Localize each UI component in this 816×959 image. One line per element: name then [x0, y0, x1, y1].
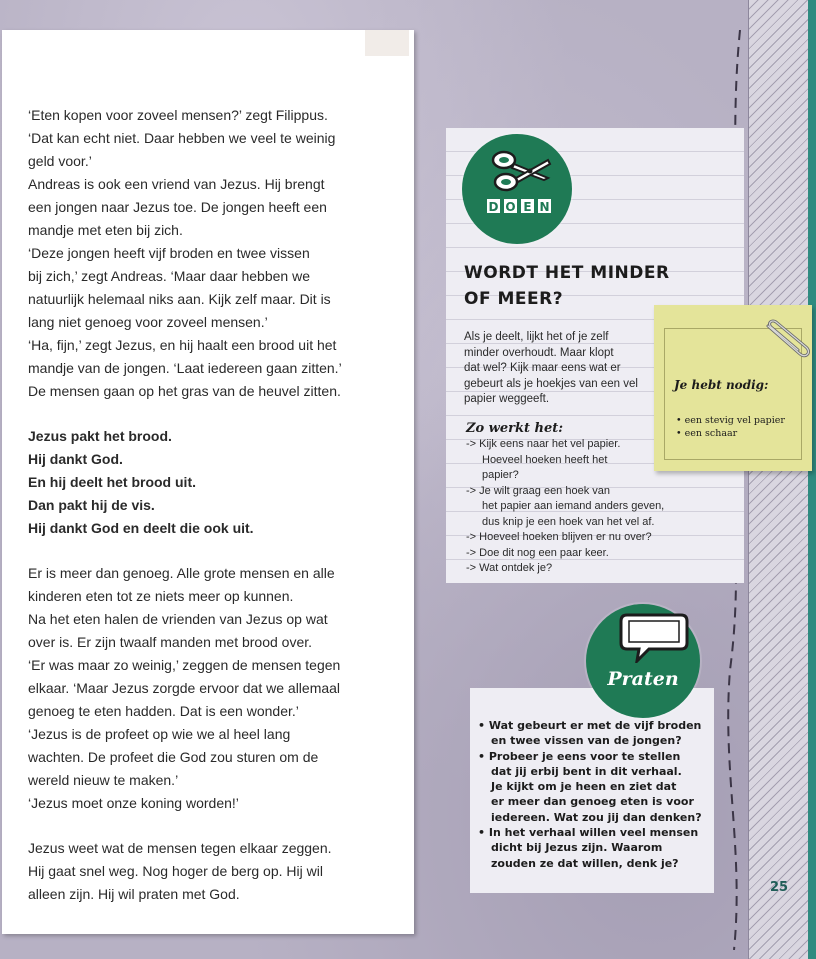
doen-step: -> Wat ontdek je?	[466, 562, 553, 574]
materials-list	[676, 414, 785, 440]
story-line: natuurlijk helemaal niks aan. Kijk zelf maar. Dit is	[28, 291, 331, 307]
story-line: elkaar. ‘Maar Jezus zorgde ervoor dat we allemaal	[28, 680, 341, 696]
story-line: ‘Eten kopen voor zoveel mensen?’ zegt Filippus.	[28, 107, 328, 123]
praten-question-continued: en twee vissen van de jongen?	[491, 734, 682, 748]
materials-title: Je hebt nodig:	[674, 378, 769, 392]
praten-question: • Wat gebeurt er met de vijf broden	[478, 719, 702, 732]
praten-question-continued: Je kijkt om je heen en ziet dat	[491, 780, 677, 794]
praten-question: • In het verhaal willen veel mensen	[478, 826, 699, 840]
story-line: ‘Jezus moet onze koning worden!’	[28, 795, 239, 811]
materials-item: • een schaar	[676, 428, 738, 439]
page-number: 25	[770, 880, 789, 895]
doen-step: -> Kijk eens naar het vel papier.	[466, 438, 621, 450]
doen-letter: N	[537, 198, 552, 214]
story-paragraph-1	[28, 104, 398, 403]
story-paragraph-4	[28, 837, 398, 906]
story-line: Jezus pakt het brood.	[28, 428, 172, 444]
story-line: een jongen naar Jezus toe. De jongen heeft een	[28, 199, 327, 215]
praten-question-continued: dicht bij Jezus zijn. Waarom	[491, 841, 663, 855]
doen-title-line: OF MEER?	[464, 289, 564, 309]
story-line: mandje met eten bij zich.	[28, 222, 183, 238]
doen-intro-text	[464, 330, 664, 408]
story-line: Hij dankt God.	[28, 451, 123, 467]
praten-badge-label: Praten	[607, 668, 679, 690]
teal-page-edge	[808, 0, 816, 959]
story-line: genoeg te eten hadden. Dat is een wonder.’	[28, 703, 299, 719]
paperclip-icon	[762, 318, 812, 362]
story-line: ‘Er was maar zo weinig,’ zeggen de mensen tegen	[28, 657, 341, 673]
story-line: lang niet genoeg voor zoveel mensen.’	[28, 314, 268, 330]
story-line: wachten. De profeet die God zou sturen om de	[28, 749, 319, 765]
praten-question-continued: er meer dan genoeg eten is voor	[491, 795, 694, 809]
story-line: alleen zijn. Hij wil praten met God.	[28, 886, 240, 902]
doen-step-continued: dus knip je een hoek van het vel af.	[482, 515, 655, 528]
materials-item: • een stevig vel papier	[676, 415, 785, 426]
doen-title-line: WORDT HET MINDER	[464, 263, 670, 283]
story-paragraph-2	[28, 425, 398, 540]
story-line: geld voor.’	[28, 153, 92, 169]
story-line: ‘Jezus is de profeet op wie we al heel lang	[28, 726, 291, 742]
story-line: Er is meer dan genoeg. Alle grote mensen en alle	[28, 565, 335, 581]
praten-question-continued: iedereen. Wat zou jij dan denken?	[491, 810, 702, 824]
doen-intro-line: minder overhoudt. Maar klopt	[464, 346, 614, 359]
decorative-striped-spine	[748, 0, 816, 959]
story-paragraph-3	[28, 562, 398, 815]
story-line: Andreas is ook een vriend van Jezus. Hij brengt	[28, 176, 325, 192]
doen-letter: E	[520, 198, 535, 214]
scissors-icon	[490, 146, 552, 194]
doen-intro-line: gebeurt als je hoekjes van een vel	[464, 377, 638, 390]
praten-question: • Probeer je eens voor te stellen	[478, 749, 681, 763]
story-line: En hij deelt het brood uit.	[28, 474, 196, 490]
story-line: over is. Er zijn twaalf manden met brood over.	[28, 634, 313, 650]
doen-step-continued: het papier aan iemand anders geven,	[482, 500, 665, 512]
praten-questions	[478, 718, 708, 871]
story-line: Jezus weet wat de mensen tegen elkaar zeggen.	[28, 840, 332, 856]
doen-badge-label	[486, 198, 552, 214]
story-line: De mensen gaan op het gras van de heuvel zitten.	[28, 383, 341, 399]
doen-letter: O	[503, 198, 518, 214]
story-line: Na het eten halen de vrienden van Jezus op wat	[28, 611, 328, 627]
doen-intro-line: papier weggeeft.	[464, 393, 550, 405]
doen-step: -> Hoeveel hoeken blijven er nu over?	[466, 531, 652, 543]
doen-step: -> Je wilt graag een hoek van	[466, 484, 611, 497]
praten-question-continued: dat jij erbij bent in dit verhaal.	[491, 764, 682, 778]
speech-bubble-icon	[619, 609, 689, 663]
doen-step: -> Doe dit nog een paar keer.	[466, 546, 609, 559]
doen-steps-heading: Zo werkt het:	[466, 421, 564, 436]
story-line: Hij gaat snel weg. Nog hoger de berg op. Hij wil	[28, 863, 323, 879]
doen-intro-line: Als je deelt, lijkt het of je zelf	[464, 331, 609, 343]
story-line: ‘Deze jongen heeft vijf broden en twee vissen	[28, 245, 310, 261]
praten-question-continued: zouden ze dat willen, denk je?	[491, 856, 679, 870]
story-line: mandje van de jongen. ‘Laat iedereen gaan zitten.’	[28, 360, 342, 376]
doen-letter: D	[486, 198, 501, 214]
doen-intro-line: dat wel? Kijk maar eens wat er	[464, 362, 621, 374]
story-line: kinderen eten tot ze niets meer op kunnen.	[28, 588, 294, 604]
story-line: ‘Dat kan echt niet. Daar hebben we veel te weinig	[28, 130, 336, 146]
story-line: Dan pakt hij de vis.	[28, 497, 155, 513]
story-page-tab	[365, 30, 409, 56]
story-line: bij zich,’ zegt Andreas. ‘Maar daar hebben we	[28, 268, 310, 284]
doen-step-continued: Hoeveel hoeken heeft het	[482, 453, 608, 466]
story-line: wereld nieuw te maken.’	[28, 772, 179, 788]
story-line: Hij dankt God en deelt die ook uit.	[28, 520, 254, 536]
story-line: ‘Ha, fijn,’ zegt Jezus, en hij haalt een brood uit het	[28, 337, 337, 353]
story-text	[28, 104, 398, 928]
doen-step-continued: papier?	[482, 469, 519, 481]
